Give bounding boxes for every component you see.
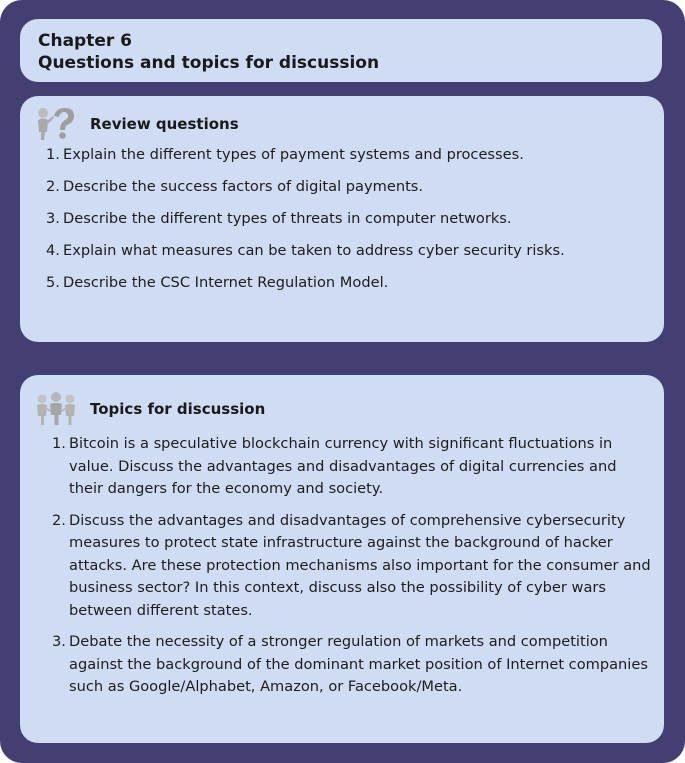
- item-number: 4.: [46, 242, 60, 259]
- review-questions-title: Review questions: [90, 115, 239, 133]
- review-questions-panel: [20, 96, 664, 342]
- item-number: 3.: [46, 210, 60, 227]
- review-questions-list: [46, 145, 646, 305]
- discussion-topics-panel: [20, 375, 664, 743]
- list-item: [46, 145, 646, 177]
- discussion-topics-header: [34, 389, 265, 429]
- item-text: Describe the different types of threats in computer networks.: [63, 210, 512, 227]
- discussion-topics-list: [52, 433, 652, 708]
- chapter-header: [20, 19, 662, 82]
- list-item: [46, 177, 646, 209]
- item-number: 3.: [52, 633, 66, 650]
- item-text: Explain what measures can be taken to address cyber security risks.: [63, 242, 565, 259]
- item-text: Discuss the advantages and disadvantages of comprehensive cybersecurity measures to protect state infrastructure against the background of hacker attacks. Are these protection mechanisms also important for the consumer and business sector? In this context, discuss also the possibility of cyber wars between different states.: [69, 511, 651, 619]
- item-number: 5.: [46, 274, 60, 291]
- discussion-group-icon: [34, 391, 78, 427]
- list-item: [52, 631, 652, 699]
- list-item: [46, 241, 646, 273]
- item-number: 2.: [46, 178, 60, 195]
- chapter-number: Chapter 6: [38, 31, 133, 51]
- list-item: [46, 273, 646, 305]
- item-number: 2.: [52, 511, 66, 529]
- item-number: 1.: [52, 435, 66, 452]
- list-item: [52, 433, 652, 501]
- item-text: Explain the different types of payment systems and processes.: [63, 146, 524, 163]
- discussion-topics-title: Topics for discussion: [90, 400, 266, 418]
- list-item: [52, 510, 652, 623]
- item-text: Describe the CSC Internet Regulation Model.: [63, 274, 389, 291]
- item-number: 1.: [46, 146, 60, 163]
- item-text: Debate the necessity of a stronger regulation of markets and competition against the background of the dominant market position of Internet companies such as Google/Alphabet, Amazon, or Facebook/Meta.: [69, 633, 648, 695]
- question-figure-icon: [34, 106, 78, 142]
- list-item: [46, 209, 646, 241]
- item-text: Bitcoin is a speculative blockchain currency with significant fluctuations in value. Discuss the advantages and disadvantages of digital currencies and their dangers for the economy and society.: [69, 435, 617, 497]
- chapter-title: Questions and topics for discussion: [38, 53, 380, 73]
- review-questions-header: [34, 104, 239, 144]
- item-text: Describe the success factors of digital payments.: [63, 178, 424, 195]
